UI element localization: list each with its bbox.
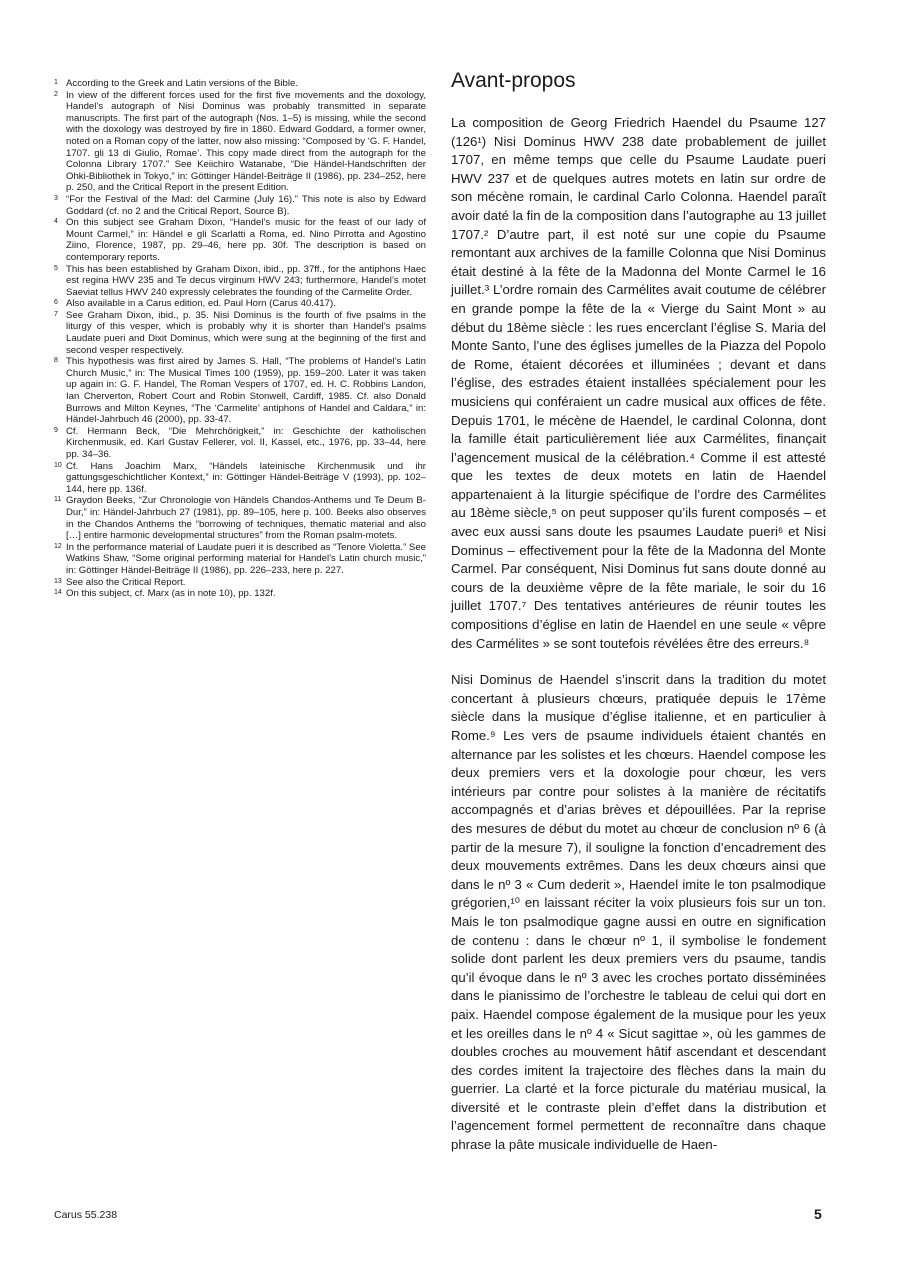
footnotes-column	[54, 78, 426, 600]
footnote	[54, 78, 426, 90]
main-text-column	[451, 68, 826, 1155]
footnote-number: 7	[54, 310, 58, 318]
footnote	[54, 310, 426, 356]
footnote	[54, 90, 426, 194]
footnote-text: This has been established by Graham Dixon, ibid., pp. 37ff., for the antiphons Haec est regina HWV 235 and Te decus virginum HWV 243; furthermore, Handel’s motet Saeviat tellus HWV 240 expressly celebrates the founding of the Carmelite Order.	[66, 263, 426, 298]
footnote-text: See Graham Dixon, ibid., p. 35. Nisi Dominus is the fourth of five psalms in the liturgy of this vesper, which is probably why it is shorter than Handel’s psalms Laudate pueri and Dixit Dominus, which were sung at the beginning of the first and second vesper respectively.	[66, 309, 426, 356]
footnote-number: 13	[54, 577, 62, 585]
page-number: 5	[814, 1206, 822, 1222]
footnote-text: See also the Critical Report.	[66, 576, 186, 588]
footnote-text: On this subject see Graham Dixon, “Handel’s music for the feast of our lady of Mount Carmel,” in: Händel e gli Scarlatti a Roma, ed. Nino Pirrotta and Agostino Ziino, Florence, 1987, pp. 29–46, here pp. 30f. The description is based on contemporary reports.	[66, 217, 426, 263]
footnote	[54, 542, 426, 577]
footnote-number: 4	[54, 218, 58, 226]
footnote	[54, 426, 426, 461]
footnote-text: Cf. Hermann Beck, “Die Mehrchörigkeit,” in: Geschichte der katholischen Kirchenmusik, ed. Karl Gustav Fellerer, vol. II, Kassel, etc., 1976, pp. 33–44, here pp. 34–36.	[66, 425, 426, 460]
body-paragraph: Nisi Dominus de Haendel s’inscrit dans la tradition du motet concertant à plusieurs chœurs, pratiquée depuis le 17ème siècle dans la musique d’église italienne, et en particulier à Rome.⁹ Les vers de psaume individuels étaient chantés en alternance par les solistes et les chœurs. Haendel compose les deux premiers vers et la doxologie pour chœur, les vers intérieurs par contre pour solistes à la manière de récitatifs accompagnés et d’arias brèves et dépouillées. Par la reprise des mesures de début du motet au chœur de conclusion nº 6 (à partir de la mesure 7), il souligne la fonction d’encadrement des deux mouvements extrêmes. Dans les deux chœurs ainsi que dans le nº 3 « Cum dederit », Haendel imite le ton psalmodique grégorien,¹⁰ en laissant réciter la voix plusieurs fois sur un ton. Mais le ton psalmodique gagne aussi en outre en signification de contenu : dans le chœur nº 1, il symbolise le fondement solide dont parlent les deux premiers vers du psaume, tandis qu’il évoque dans le nº 3 avec les croches portato disséminées dans le pianissimo de l’orchestre le tableau de celui qui dort en paix. Haendel compose également de la musique pour les yeux et les oreilles dans le nº 4 « Sicut sagittae », où les gammes de doubles croches au mouvement hâtif ascendant et descendant des cordes imitent la trajectoire des flèches dans la main du guerrier. La clarté et la force picturale du matériau musical, la diversité et le contraste plein d’effet dans la distribution et l’agencement formel permettent de reconnaître dans chaque phrase la pâte musicale individuelle de Haen-	[451, 672, 826, 1153]
footnote-text: Graydon Beeks, “Zur Chronologie von Händels Chandos-Anthems und Te Deum B-Dur,” in: Händel-Jahrbuch 27 (1981), pp. 89–105, here p. 100. Beeks also observes in the Chandos Anthems the “borrowing of techniques, thematic material and also […] entire harmonic developmental structures” from the Roman psalm-motets.	[66, 495, 426, 542]
footnote-number: 14	[54, 589, 62, 597]
footnote	[54, 495, 426, 541]
footnote-text: Also available in a Carus edition, ed. Paul Horn (Carus 40.417).	[66, 298, 336, 310]
page-title: Avant-propos	[451, 69, 576, 92]
footnote-text: This hypothesis was first aired by James S. Hall, “The problems of Handel’s Latin Church Music,” in: The Musical Times 100 (1959), pp. 159–200. Later it was taken up again in: G. F. Handel, The Roman Vespers of 1707, ed. H. C. Robbins Landon, Ian Cherverton, Robert Court and Robin Stonwell, Cardiff, 1985. Cf. also Donald Burrows and Milton Keynes, “The ‘Carmelite’ antiphons of Handel and Caldara,” in: Händel-Jahrbuch 46 (2000), pp. 33-47.	[66, 356, 426, 426]
body-paragraph: La composition de Georg Friedrich Haendel du Psaume 127 (126¹) Nisi Dominus HWV 238 date probablement de juillet 1707, en même temps que celle du Psaume Laudate pueri HWV 237 et de quelques autres motets en latin sur ordre de son mécène romain, le cardinal Carlo Colonna. Haendel paraît avoir daté la fin de la composition dans l’autographe au 13 juillet 1707.² D’autre part, il est noté sur une copie du Psaume remontant aux archives de la famille Colonna que Nisi Dominus était destiné à la fête de la Madonna del Monte Carmel le 16 juillet.³ L’ordre romain des Carmélites avait coutume de célébrer en grande pompe la fête de la « Vierge du Saint Mont » au début du 18ème siècle : les rues encerclant l’église S. Maria del Monte Santo, l’une des églises jumelles de la Piazza del Popolo de Rome, étaient décorées et illuminées ; devant et dans l’église, des estrades étaient installées spécialement pour les musiciens qui conféraient un cadre musical aux offices de fête. Depuis 1701, le mécène de Haendel, le cardinal Colonna, dont la famille était particulièrement liée aux Carmélites, finançait l’agencement musical de la célébration.⁴ Comme il est attesté que les textes de deux motets en latin de Haendel appartenaient à la liturgie spécifique de l’ordre des Carmélites au 18ème siècle,⁵ on peut supposer qu’ils furent composés – et avec eux aussi sans doute les psaumes Laudate pueri⁶ et Nisi Dominus – effectivement pour la fête de la Madonna del Monte Carmel. Par conséquent, Nisi Dominus fut sans doute donné au cours de la deuxième vêpre de la fête mariale, le soir du 16 juillet 1707.⁷ Des tentatives antérieures de réunir toutes les compositions d’église en latin de Haendel en une seule « vêpre des Carmélites » se sont toutefois révélées être des erreurs.⁸	[451, 115, 826, 651]
footnote-number: 1	[54, 79, 58, 86]
footnote	[54, 577, 426, 589]
footnote-number: 6	[54, 299, 58, 307]
footnote-text: In view of the different forces used for the first five movements and the doxology, Handel’s autograph of Nisi Dominus was probably transmitted in separate manuscripts. The first part of the autograph (Nos. 1–5) is missing, while the second with the doxology was destroyed by fire in 1860. Edward Goddard, a former owner, noted on a Roman copy of the latter, now also missing: “Composed by ‘G. F. Handel, 1707. gli 13 di Giulio, Romae’. This copy made direct from the autograph for the Colonna Library 1707.” See Keiichiro Watanabe, “Die Händel-Handschriften der Ohki-Bibliothek in Tokyo,” in: Göttinger Händel-Beiträge II (1986), pp. 234–252, here p. 250, and the Critical Report in the present Edition.	[66, 89, 426, 194]
footnote	[54, 588, 426, 600]
footnote-number: 3	[54, 194, 58, 202]
footnote-text: On this subject, cf. Marx (as in note 10), pp. 132f.	[66, 588, 276, 600]
footnote	[54, 298, 426, 310]
footnote-number: 12	[54, 542, 62, 550]
footnote-number: 11	[54, 496, 62, 504]
footnote-text: According to the Greek and Latin versions of the Bible.	[66, 78, 298, 89]
footnote-number: 8	[54, 357, 58, 365]
footnote-number: 2	[54, 90, 58, 98]
footnote-number: 9	[54, 426, 58, 434]
footnote	[54, 461, 426, 496]
footnote	[54, 264, 426, 299]
footnote-number: 5	[54, 264, 58, 272]
footnote-text: Cf. Hans Joachim Marx, “Händels lateinische Kirchenmusik und ihr gattungsgeschichtlicher Kontext,” in: Göttinger Händel-Beiträge V (1993), pp. 102–144, here pp. 136f.	[66, 460, 426, 495]
footnote	[54, 356, 426, 426]
footer-catalog-number: Carus 55.238	[54, 1209, 118, 1221]
footnote-text: In the performance material of Laudate pueri it is described as “Tenore Violetta.” See Watkins Shaw, “Some original performing material for Handel’s Latin church music,” in: Göttinger Händel-Beiträge II (1986), pp. 226–233, here p. 227.	[66, 541, 426, 576]
footnote-text: “For the Festival of the Mad: del Carmine (July 16).” This note is also by Edward Goddard (cf. no 2 and the Critical Report, Source B).	[66, 193, 426, 217]
footnote	[54, 217, 426, 263]
footnote-number: 10	[54, 461, 62, 469]
footnote	[54, 194, 426, 217]
